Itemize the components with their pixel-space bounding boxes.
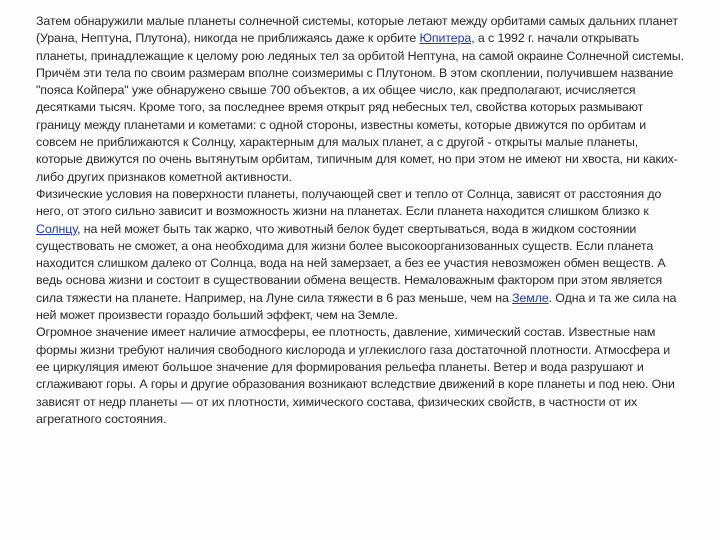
link-jupiter[interactable]: Юпитера bbox=[419, 31, 472, 46]
paragraph-text: . Одна и та же сила на ней может произвести гораздо больший эффект, чем на Земле. bbox=[36, 290, 677, 323]
paragraph-small-planets bbox=[36, 13, 686, 186]
link-earth[interactable]: Земле bbox=[512, 290, 549, 305]
link-sun[interactable]: Солнцу bbox=[36, 221, 78, 236]
paragraph-text: Затем обнаружили малые планеты солнечной системы, которые летают между орбитами самых дальних планет (Урана, Нептуна, Плутона), никогда не приближаясь даже к орбите bbox=[36, 14, 678, 46]
paragraph-physical-conditions bbox=[36, 186, 686, 324]
paragraph-text: Физические условия на поверхности планеты, получающей свет и тепло от Солнца, зависят от расстояния до него, от этого сильно зависит и возможность жизни на планетах. Если планета находится слишком близко к bbox=[36, 186, 662, 219]
document-body bbox=[36, 13, 686, 428]
paragraph-atmosphere: Огромное значение имеет наличие атмосферы, ее плотность, давление, химический состав. Известные нам формы жизни требуют наличия свободного кислорода и углекислого газа достаточной плотности. Атмосфера и ее циркуляция имеют большое значение для формирования рельефа планеты. Ветер и вода разрушают и сглаживают горы. А горы и другие образования возникают вследствие движений в коре планеты и под нею. Они зависят от недр планеты — от их плотности, химического состава, физических свойств, в частности от их агрегатного состояния. bbox=[36, 325, 675, 426]
paragraph-text: , а с 1992 г. начали открывать планеты, принадлежащие к целому рою ледяных тел за орбитой Нептуна, на самой окраине Солнечной системы. Причём эти тела по своим размерам вполне соизмеримы с Плутоном. В этом скоплении, получившем название "пояса Койпера" уже обнаружено свыше 700 объектов, а их общее число, как предполагают, исчисляется десятками тысяч. Кроме того, за последнее время открыт ряд небесных тел, свойства которых размывают границу между планетами и кометами: с одной стороны, известны кометы, которые движутся по орбитам и совсем не приближаются к Солнцу, характерным для малых планет, а с другой - открыты малые планеты, которые движутся по очень вытянутым орбитам, типичным для комет, но при этом не имеют ни хвоста, ни каких-либо других признаков кометной активности. bbox=[36, 31, 684, 184]
paragraph-text: , на ней может быть так жарко, что животный белок будет свертываться, вода в жидком состоянии существовать не сможет, а она необходима для жизни более высокоорганизованных существ. Если планета находится слишком далеко от Солнца, вода на ней замерзает, а без ее участия невозможен обмен веществ. А ведь основа жизни и состоит в существовании обмена веществ. Немаловажным фактором при этом является сила тяжести на планете. Например, на Луне сила тяжести в 6 раз меньше, чем на bbox=[36, 221, 666, 305]
